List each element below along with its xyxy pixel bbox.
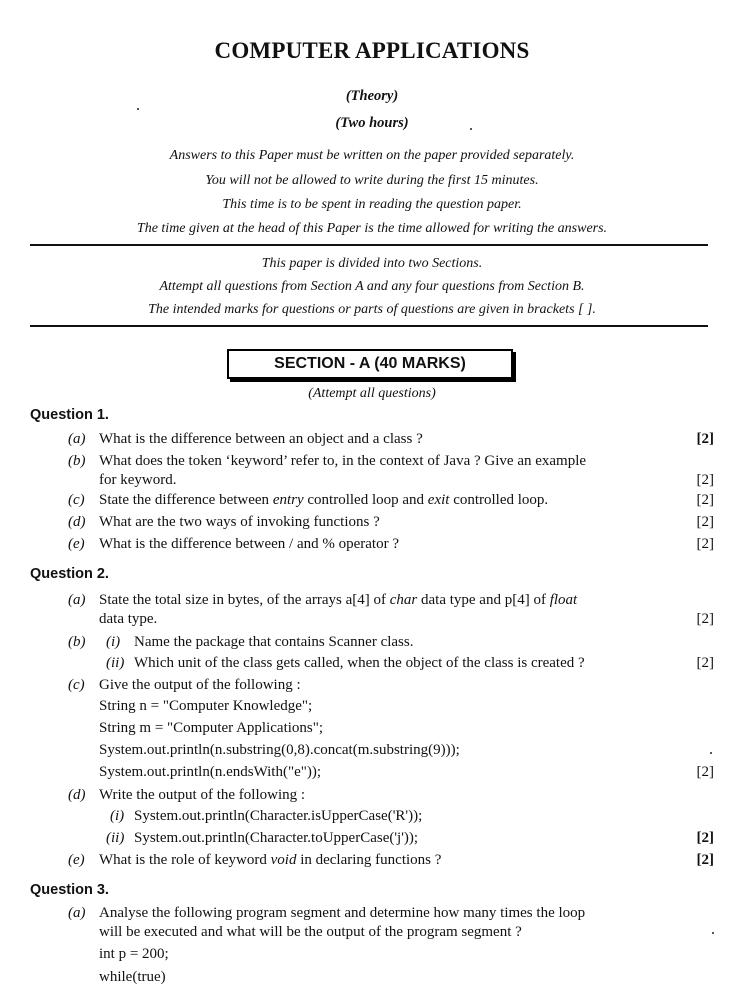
- q2b-i-label: (i): [106, 634, 121, 650]
- divider-bottom: [30, 325, 708, 327]
- paper-title: COMPUTER APPLICATIONS: [214, 38, 530, 63]
- q2a-text-pre: State the total size in bytes, of the arrays a[4] of: [99, 592, 390, 608]
- q1d-label: (d): [68, 514, 86, 530]
- q2a-text: [99, 592, 577, 609]
- question-1-heading: Question 1.: [30, 407, 109, 423]
- q3a-text-cont: will be executed and what will be the output of the program segment ?: [99, 924, 522, 940]
- q2d-i-label: (i): [110, 808, 125, 824]
- scan-speck: [470, 128, 472, 130]
- q2d-ii-text: System.out.println(Character.toUpperCase('j'));: [134, 830, 419, 846]
- q1c-em-exit: exit: [427, 492, 450, 508]
- note-1: This paper is divided into two Sections.: [261, 256, 483, 271]
- note-3: The intended marks for questions or parts of questions are given in brackets [ ].: [148, 302, 596, 317]
- q2c-code-line-4: System.out.println(n.endsWith("e"));: [99, 764, 322, 780]
- question-2-heading: Question 2.: [30, 566, 109, 582]
- instruction-3: This time is to be spent in reading the question paper.: [222, 197, 522, 212]
- q1d-marks: [2]: [696, 514, 714, 530]
- q2e-marks: [2]: [696, 852, 714, 868]
- q2d-text: Write the output of the following :: [99, 787, 306, 803]
- scan-speck: [710, 752, 712, 754]
- q1c-label: (c): [68, 492, 85, 508]
- q1c-text-mid: controlled loop and: [303, 492, 428, 508]
- q2c-text: Give the output of the following :: [99, 677, 301, 693]
- q2b-marks: [2]: [696, 655, 714, 671]
- q2c-code-line-3: System.out.println(n.substring(0,8).concat(m.substring(9)));: [99, 742, 460, 758]
- q1a-label: (a): [68, 431, 86, 447]
- divider-top: [30, 244, 708, 246]
- paper-subtitle: (Theory): [345, 88, 399, 104]
- q2a-text-mid: data type and p[4] of: [417, 592, 550, 608]
- q2b-ii-label: (ii): [106, 655, 125, 671]
- q2e-text-pre: What is the role of keyword: [99, 852, 271, 868]
- q1c-text: [99, 492, 548, 509]
- scan-speck: [712, 932, 714, 934]
- instruction-2: You will not be allowed to write during the first 15 minutes.: [205, 173, 539, 188]
- q2e-label: (e): [68, 852, 85, 868]
- q2c-label: (c): [68, 677, 85, 693]
- q2d-ii-label: (ii): [106, 830, 125, 846]
- q2a-em-char: char: [389, 592, 418, 608]
- q2a-text-cont: data type.: [99, 611, 158, 627]
- q1c-marks: [2]: [696, 492, 714, 508]
- q2b-i-text: Name the package that contains Scanner class.: [134, 634, 414, 650]
- q1e-text: What is the difference between / and % operator ?: [99, 536, 399, 552]
- q3a-code-line-2: while(true): [99, 969, 166, 985]
- q1c-text-post: controlled loop.: [449, 492, 549, 508]
- paper-duration: (Two hours): [335, 115, 409, 131]
- q1b-text-cont: for keyword.: [99, 472, 177, 488]
- section-a-note: (Attempt all questions): [308, 386, 436, 401]
- q1d-text: What are the two ways of invoking functions ?: [99, 514, 380, 530]
- q1c-em-entry: entry: [272, 492, 304, 508]
- instruction-1: Answers to this Paper must be written on the paper provided separately.: [169, 148, 575, 163]
- q2a-label: (a): [68, 592, 86, 608]
- scan-speck: [137, 108, 139, 110]
- q2a-marks: [2]: [696, 611, 714, 627]
- section-a-box: [227, 349, 513, 379]
- q2b-ii-text: Which unit of the class gets called, when the object of the class is created ?: [134, 655, 585, 671]
- q1c-text-pre: State the difference between: [99, 492, 273, 508]
- q3a-label: (a): [68, 905, 86, 921]
- q2a-em-float: float: [549, 592, 578, 608]
- q2e-em-void: void: [270, 852, 297, 868]
- q2c-marks: [2]: [696, 764, 714, 780]
- q2d-i-text: System.out.println(Character.isUpperCase('R'));: [134, 808, 423, 824]
- q2e-text: [99, 852, 441, 869]
- q3a-code-line-1: int p = 200;: [99, 946, 169, 962]
- q1b-label: (b): [68, 453, 86, 469]
- q1a-marks: [2]: [696, 431, 714, 447]
- q1b-marks: [2]: [696, 472, 714, 488]
- q2d-marks: [2]: [696, 830, 714, 846]
- q2b-label: (b): [68, 634, 86, 650]
- q2e-text-post: in declaring functions ?: [296, 852, 442, 868]
- instruction-4: The time given at the head of this Paper is the time allowed for writing the answers.: [136, 221, 608, 236]
- q1e-marks: [2]: [696, 536, 714, 552]
- q2c-code-line-1: String n = "Computer Knowledge";: [99, 698, 313, 714]
- q2d-label: (d): [68, 787, 86, 803]
- section-a-title: SECTION - A (40 MARKS): [274, 355, 466, 372]
- q1a-text: What is the difference between an object and a class ?: [99, 431, 423, 447]
- q1e-label: (e): [68, 536, 85, 552]
- note-2: Attempt all questions from Section A and any four questions from Section B.: [159, 279, 585, 294]
- q1b-text: What does the token ‘keyword’ refer to, in the context of Java ? Give an example: [99, 453, 587, 469]
- q3a-text: Analyse the following program segment and determine how many times the loop: [99, 905, 586, 921]
- q2c-code-line-2: String m = "Computer Applications";: [99, 720, 324, 736]
- question-3-heading: Question 3.: [30, 882, 109, 898]
